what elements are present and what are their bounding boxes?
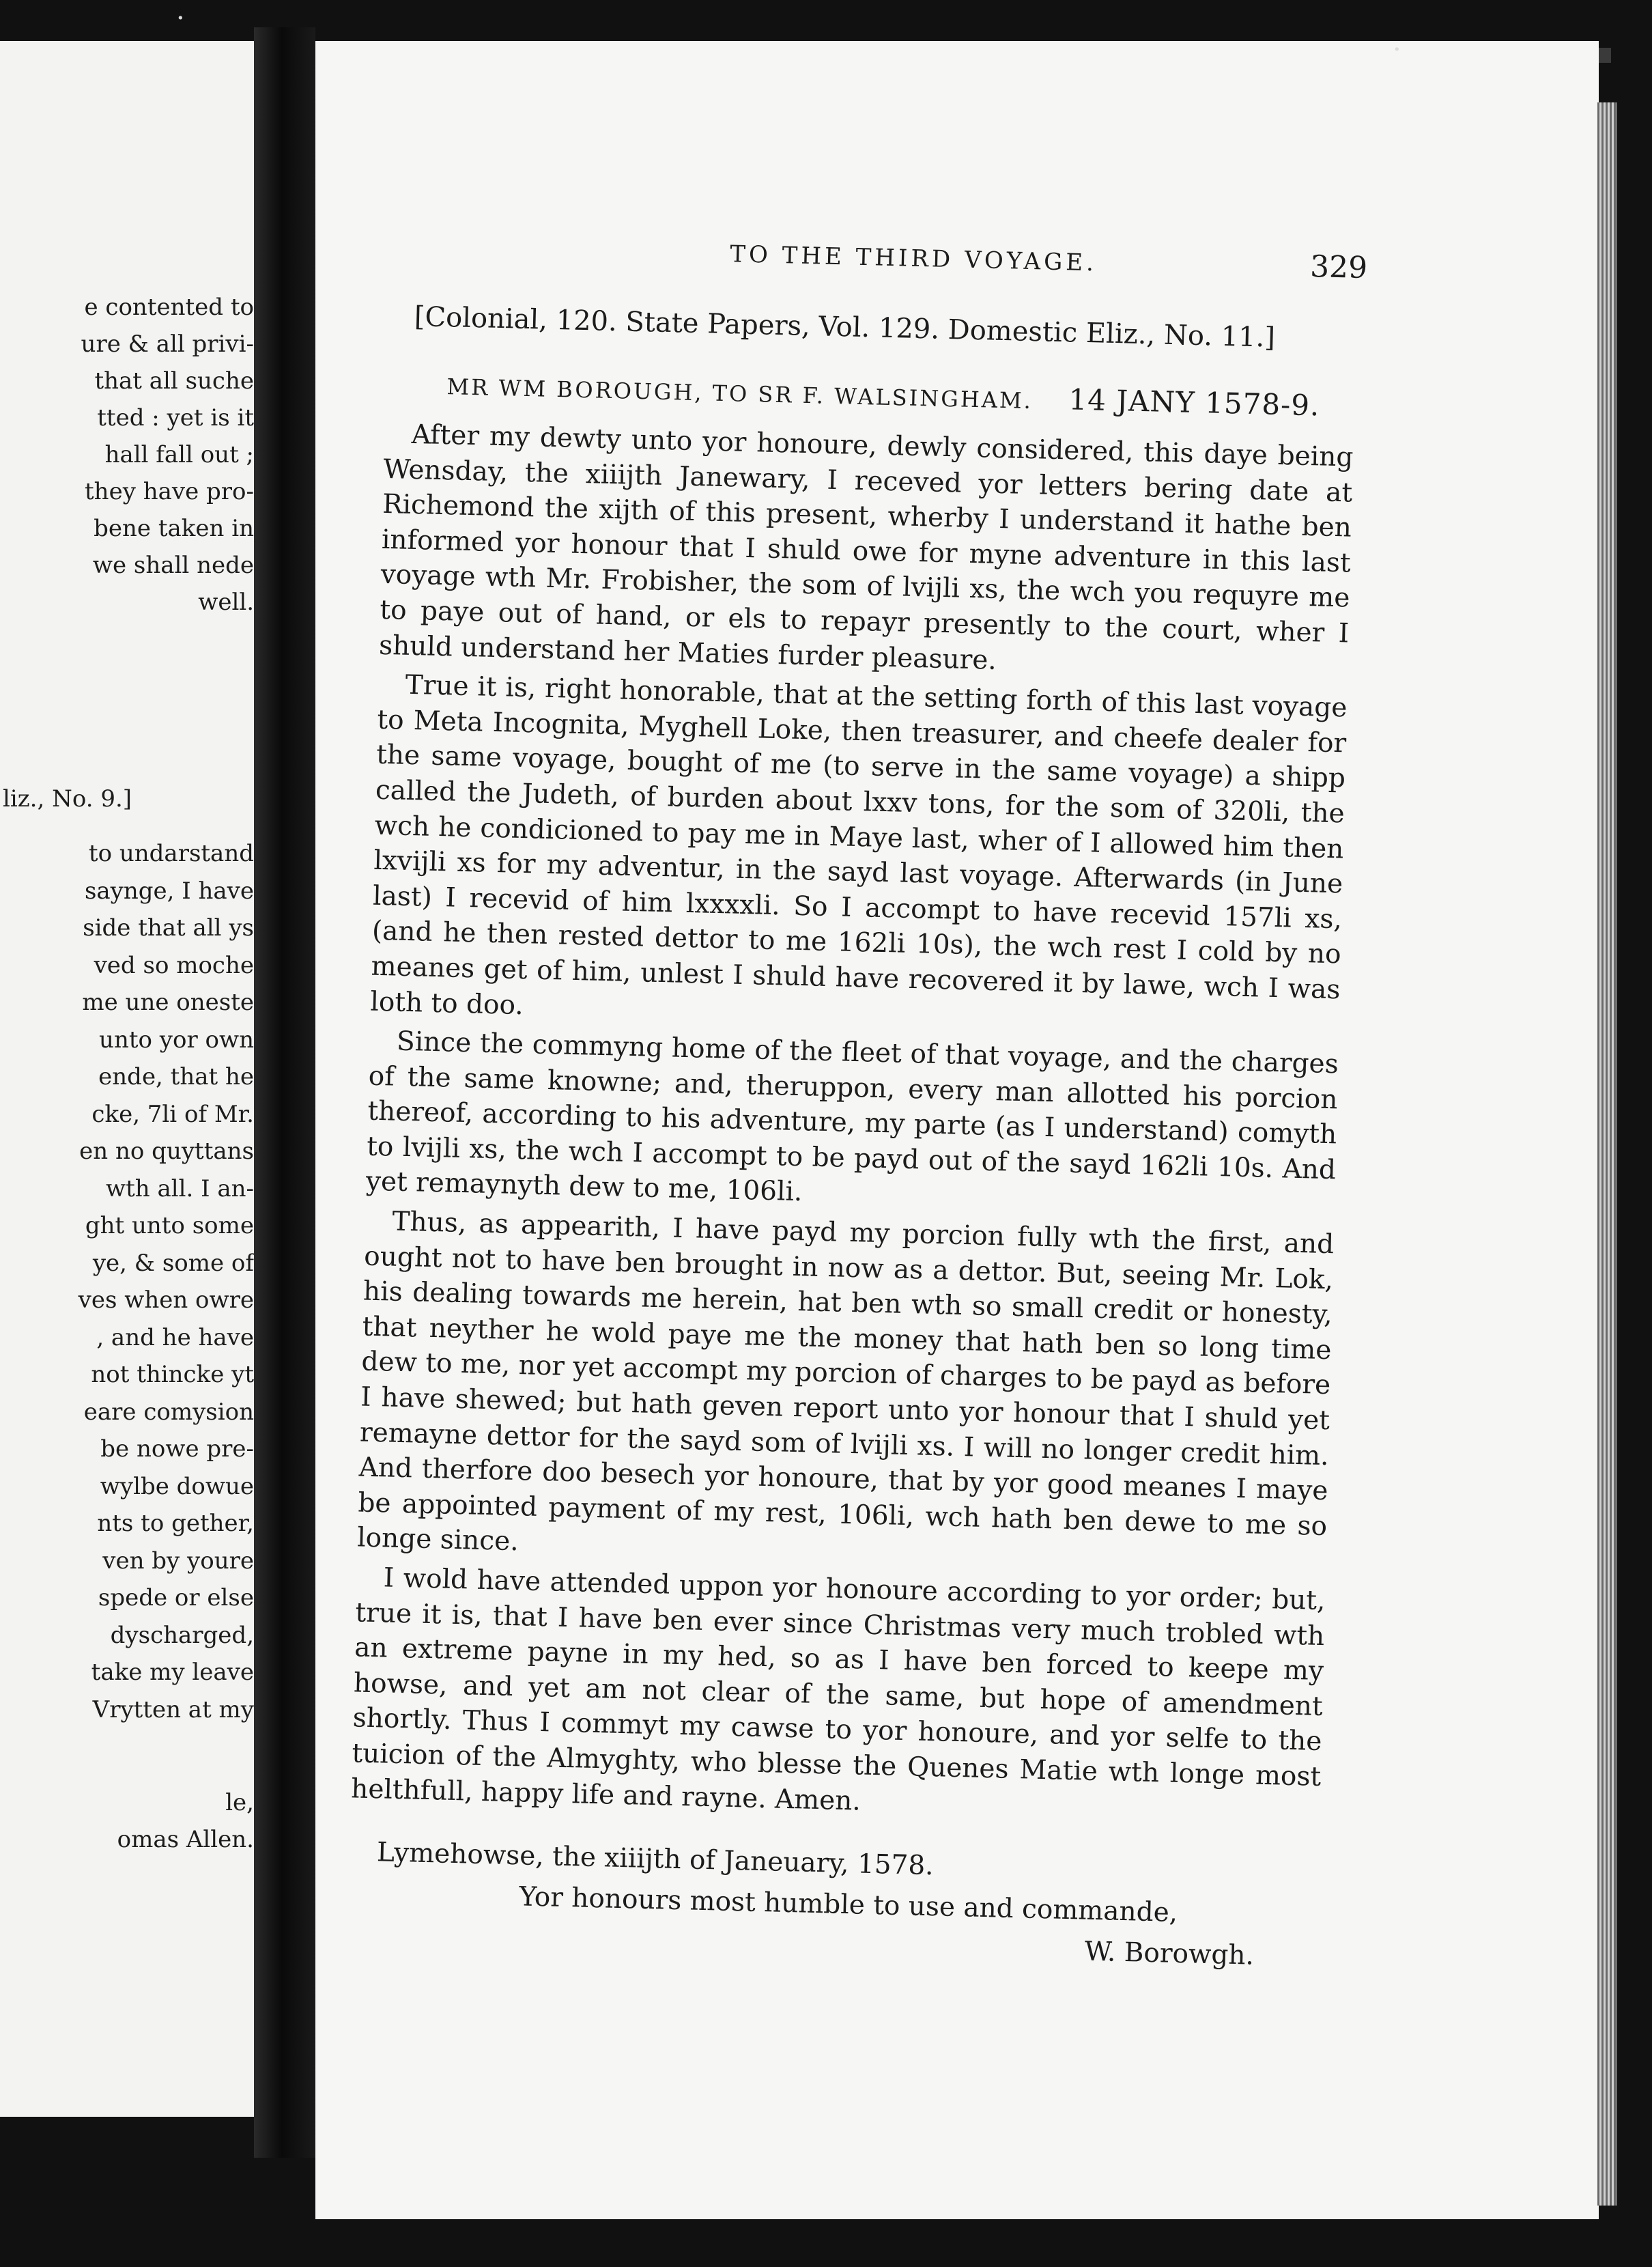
letter-body	[351, 417, 1354, 1834]
page-number: 329	[1309, 249, 1368, 286]
facing-page-line: e contented to	[84, 294, 254, 321]
facing-page-line: take my leave	[91, 1659, 254, 1686]
facing-page-line: bene taken in	[94, 515, 254, 542]
facing-page-line: be nowe pre-	[100, 1435, 254, 1463]
scan-speck: ·	[176, 3, 185, 34]
facing-page-line: side that all ys	[83, 914, 254, 942]
facing-page-line: that all suche	[94, 367, 254, 395]
facing-page-line: well.	[198, 589, 254, 616]
facing-page-line: ght unto some	[85, 1212, 254, 1239]
letter-place-date: Lymehowse, the xiiijth of Janeuary, 1578.	[376, 1837, 935, 1882]
scan-speck: ·	[1393, 34, 1401, 66]
facing-page-line: Vrytten at my	[92, 1695, 254, 1723]
facing-page-line: , and he have	[96, 1323, 254, 1351]
facing-page-line: ende, that he	[98, 1063, 254, 1090]
facing-page-line: en no quyttans	[79, 1138, 254, 1165]
page-fore-edge	[1597, 102, 1617, 2206]
facing-page-line: spede or else	[98, 1584, 254, 1611]
facing-page-line: eare comysion	[83, 1398, 254, 1426]
facing-page-line: saynge, I have	[84, 877, 254, 905]
facing-page-line: not thincke yt	[91, 1361, 254, 1388]
letter-paragraph: Since the commyng home of the fleet of that voyage, and the charges of the same knowne; and, theruppon, every man allotted his porcion thereof, according to his adventure, my parte (as I understand) comyth to lvijli xs, the wch I accompt to be payd out of the sayd 162li 10s. And yet remaynyth dew to me, 106li.	[365, 1026, 1339, 1208]
facing-page-line: hall fall out ;	[104, 441, 254, 468]
facing-page-line: wylbe dowue	[100, 1472, 254, 1500]
source-citation: [Colonial, 120. State Papers, Vol. 129. Domestic Eliz., No. 11.]	[414, 300, 1276, 354]
facing-page-line: ven by youre	[102, 1547, 254, 1575]
book-gutter	[254, 27, 315, 2158]
letter-paragraph: After my dewty unto yor honoure, dewly considered, this daye being Wensday, the xiiijth Janewary, I receved yor letters bering date at Richemond the xijth of this present, wherby I understand it hathe ben informed yor honour that I shuld owe for myne adventure in this last voyage wth Mr. Frobisher, the som of lvijli xs, the wch you requyre me to paye out of hand, or els to repayr presently to the court, wher I shuld understand her Maties furder pleasure.	[378, 419, 1354, 676]
facing-page-line: ves when owre	[78, 1286, 254, 1314]
facing-page-line: they have pro-	[85, 478, 254, 505]
facing-page-line: le,	[225, 1789, 254, 1816]
letter-paragraph: Thus, as appearith, I have payd my porcion fully wth the first, and ought not to have ben brought in now as a dettor. But, seeing Mr. Lok, his dealing towards me herein, hat ben wth so small credit or honesty, that neyther he wold paye me the money that hath ben so long time dew to me, nor yet accompt my porcion of charges to be payd as before I have shewed; but hath geven report unto yor honour that I shuld yet remayne dettor for the sayd som of lvijli xs. I will no longer credit him. And therfore doo besech yor honoure, that by yor good meanes I maye be appointed payment of my rest, 106li, wch hath ben dewe to me so longe since.	[356, 1206, 1335, 1558]
letter-paragraph: I wold have attended uppon yor honoure according to yor order; but, true it is, that I have ben ever since Christmas very much trobled wth an extreme payne in my hed, so as I have ben forced to keepe my howse, and yet am not clear of the same, but hope of amendment shortly. Thus I commyt my cawse to yor honoure, and yor selfe to the tuicion of the Almyghty, who blesse the Quenes Matie wth longe most helthfull, happy life and rayne. Amen.	[350, 1562, 1326, 1817]
letter-closing: Yor honours most humble to use and commande,	[518, 1881, 1178, 1928]
facing-page-line: wth all. I an-	[106, 1174, 254, 1202]
facing-page-line: we shall nede	[92, 552, 254, 579]
facing-page-heading-fragment: liz., No. 9.]	[3, 785, 132, 813]
facing-page-line: dyscharged,	[110, 1621, 254, 1649]
letter-signature: W. Borowgh.	[1084, 1936, 1255, 1971]
facing-page-line: omas Allen.	[117, 1826, 254, 1853]
facing-page-left	[0, 41, 254, 2117]
facing-page-line: to undarstand	[88, 840, 254, 867]
letter-heading-date: 14 JANY 1578-9.	[1068, 382, 1320, 423]
facing-page-line: tted : yet is it	[97, 404, 254, 432]
facing-page-line: ye, & some of	[92, 1249, 254, 1277]
facing-page-line: cke, 7li of Mr.	[91, 1100, 254, 1128]
facing-page-line: me une oneste	[82, 989, 254, 1016]
facing-page-line: ure & all privi-	[81, 330, 254, 358]
facing-page-line: nts to gether,	[97, 1510, 254, 1537]
letter-heading-title: MR WM BOROUGH, TO SR F. WALSINGHAM.	[446, 374, 1034, 414]
facing-page-line: ved so moche	[94, 951, 254, 979]
facing-page-line: unto yor own	[99, 1026, 254, 1054]
letter-paragraph: True it is, right honorable, that at the setting forth of this last voyage to Meta Incognita, Myghell Loke, then treasurer, and cheefe dealer for the same voyage, bought of me (to serve in the same voyage) a shipp called the Judeth, of burden about lxxv tons, for the som of 320li, the wch he condicioned to pay me in Maye last, wher of I allowed him then lxvijli xs for my adventur, in the sayd last voyage. Afterwards (in June last) I recevid of him lxxxxli. So I accompt to have recevid 157li xs, (and he then rested dettor to me 162li 10s), the wch rest I cold by no meanes get of him, unlest I shuld have recovered it by lawe, wch I was loth to doo.	[369, 669, 1348, 1021]
running-head: TO THE THIRD VOYAGE.	[729, 240, 1098, 277]
